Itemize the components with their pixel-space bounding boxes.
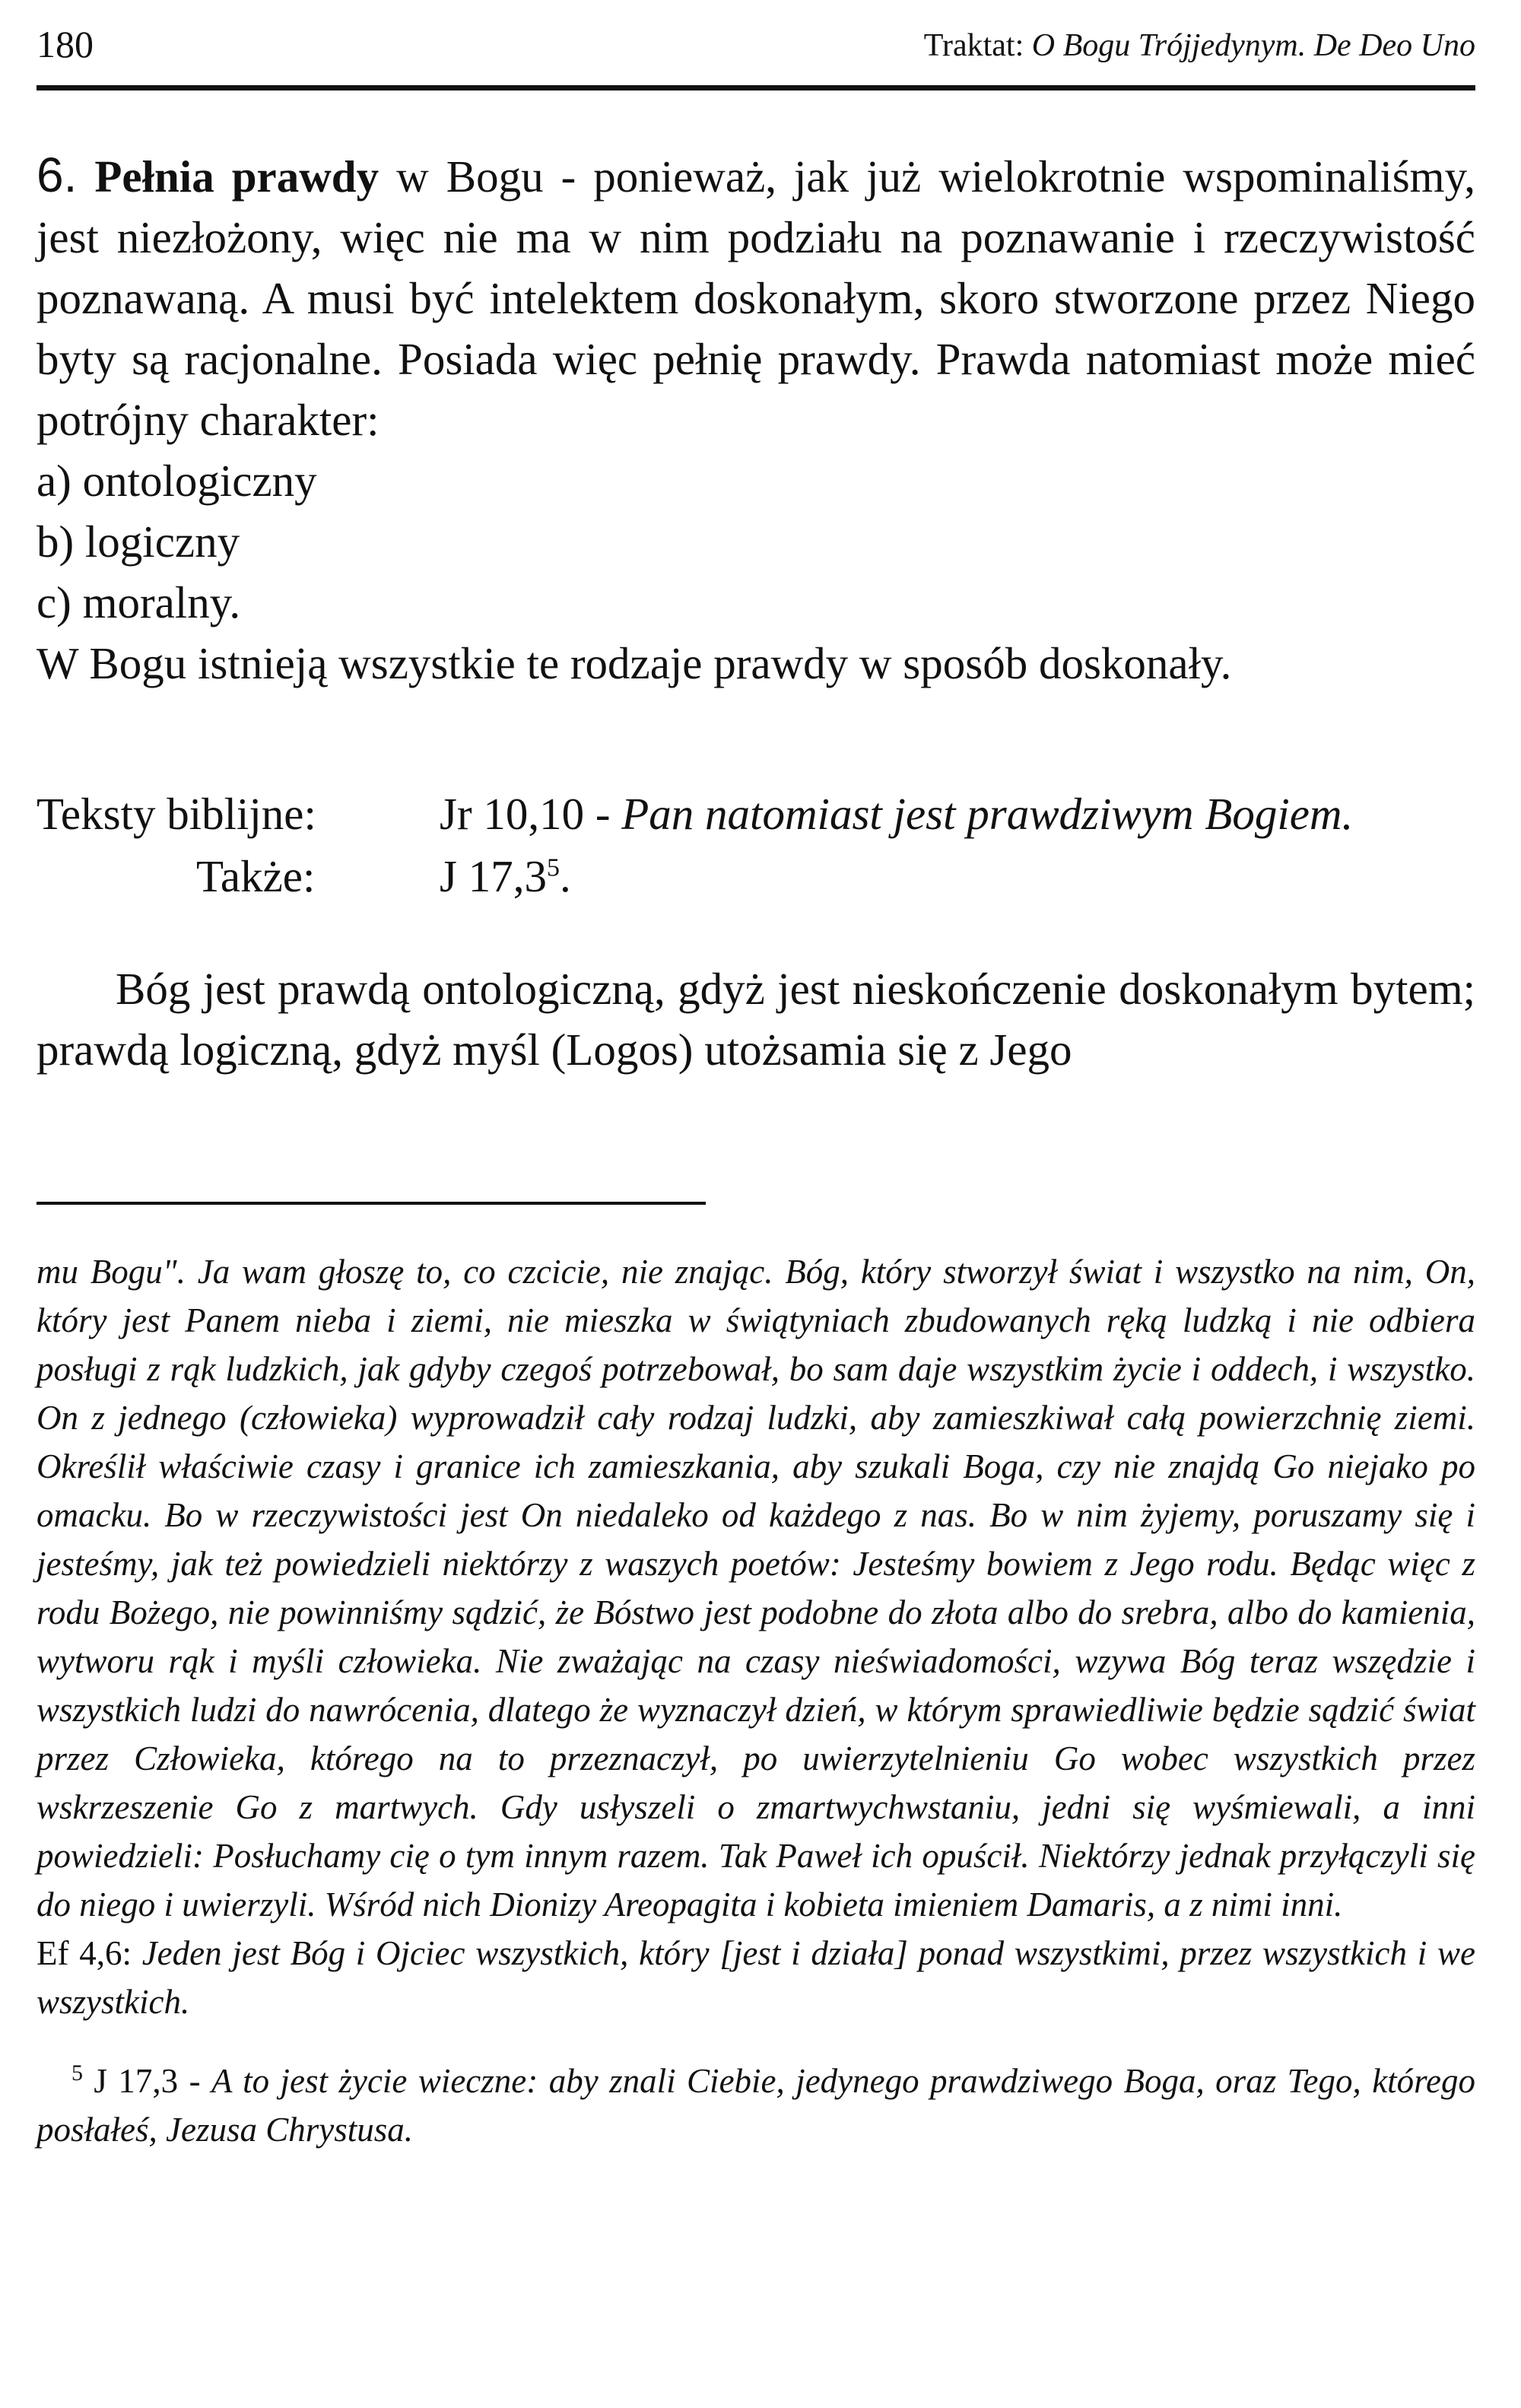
reference-citation: Jr 10,10 - [440, 789, 622, 839]
biblical-reference [440, 783, 1353, 844]
list-marker: c) [37, 577, 71, 627]
footnotes [37, 1247, 1475, 2154]
body-paragraph [37, 958, 1475, 1080]
running-title [924, 24, 1475, 67]
list-item [37, 450, 1475, 511]
header-rule [37, 85, 1475, 91]
biblical-texts-label: Teksty biblijne: [37, 789, 316, 839]
page-number: 180 [37, 23, 94, 65]
list-text: logiczny [74, 516, 240, 567]
footnote-marker: 5 [546, 853, 560, 882]
biblical-text-row [37, 783, 1475, 846]
footnote-separator [37, 1202, 706, 1205]
running-title-prefix: Traktat: [923, 28, 1032, 63]
list-item [37, 511, 1475, 572]
section-6-intro [37, 145, 1475, 450]
ef-reference: Ef 4,6: [37, 1934, 142, 1972]
biblical-texts [37, 783, 1475, 908]
biblical-reference [440, 846, 571, 907]
footnote-5-reference: J 17,3 - [83, 2062, 211, 2100]
list-text: ontologiczny [71, 456, 317, 506]
section-6 [37, 145, 1475, 694]
section-intro-text: w Bogu - ponieważ, jak już wielokrotnie wspominaliśmy, jest niezłożony, więc nie ma w nim podziału na poznawanie i rzeczywistość poznawaną. A musi być intelektem doskonałym, skoro stworzone przez Niego byty są racjonalne. Posiada więc pełnię prawdy. Prawda natomiast może mieć potrójny charakter: [37, 151, 1475, 445]
footnote-5 [37, 2057, 1475, 2154]
reference-quote: Pan natomiast jest prawdziwym Bogiem. [621, 789, 1354, 839]
footnote-5-quote: A to jest życie wieczne: aby znali Ciebie, jedynego prawdziwego Boga, oraz Tego, którego posłałeś, Jezusa Chrystusa. [37, 2062, 1475, 2149]
paragraph-text: Bóg jest prawdą ontologiczną, gdyż jest nieskończenie doskonałym bytem; prawdą logiczną, gdyż myśl (Logos) utożsamia się z Jego [37, 964, 1475, 1075]
truth-types-list [37, 450, 1475, 633]
footnote-continuation: mu Bogu". Ja wam głoszę to, co czcicie, nie znając. Bóg, który stworzył świat i wszystko na nim, On, który jest Panem nieba i ziemi, nie mieszka w świątyniach zbudowanych ręką ludzką i nie odbiera posługi z rąk ludzkich, jak gdyby czegoś potrzebował, bo sam daje wszystkim życie i oddech, i wszystko. On z jednego (człowieka) wyprowadził cały rodzaj ludzki, aby zamieszkiwał całą powierzchnię ziemi. Określił właściwie czasy i granice ich zamieszkania, aby szukali Boga, czy nie znajdą Go niejako po omacku. Bo w rzeczywistości jest On niedaleko od każdego z nas. Bo w nim żyjemy, poruszamy się i jesteśmy, jak też powiedzieli niektórzy z waszych poetów: Jesteśmy bowiem z Jego rodu. Będąc więc z rodu Bożego, nie powinniśmy sądzić, że Bóstwo jest podobne do złota albo do srebra, albo do kamienia, wytworu rąk i myśli człowieka. Nie zważając na czasy nieświadomości, wzywa Bóg teraz wszędzie i wszystkich ludzi do nawrócenia, dlatego że wyznaczył dzień, w którym sprawiedliwie będzie sądzić świat przez Człowieka, którego na to przeznaczył, po uwierzytelnieniu Go wobec wszystkich przez wskrzeszenie Go z martwych. Gdy usłyszeli o zmartwychwstaniu, jedni się wyśmiewali, a inni powiedzieli: Posłuchamy cię o tym innym razem. Tak Paweł ich opuścił. Niektórzy jednak przyłączyli się do niego i uwierzyli. Wśród nich Dionizy Areopagita i kobieta imieniem Damaris, a z nimi inni. [37, 1253, 1475, 1924]
list-text: moralny. [71, 577, 241, 627]
list-item [37, 572, 1475, 633]
reference-end: . [559, 851, 571, 901]
ef-quote: Jeden jest Bóg i Ojciec wszystkich, który [jest i działa] ponad wszystkimi, przez wszystkich i we wszystkich. [37, 1934, 1475, 2021]
section-heading: Pełnia prawdy [94, 151, 379, 202]
footnote-5-marker: 5 [71, 2060, 83, 2086]
biblical-text-row [37, 846, 1475, 908]
running-title-italic: O Bogu Trójjedynym. De Deo Uno [1031, 28, 1475, 63]
section-number: 6. [37, 148, 78, 202]
list-marker: b) [37, 516, 75, 567]
page-header [37, 21, 1475, 67]
list-marker: a) [37, 456, 71, 506]
reference-citation: J 17,3 [440, 851, 547, 901]
section-closing: W Bogu istnieją wszystkie te rodzaje prawdy w sposób doskonały. [37, 638, 1232, 688]
also-label: Także: [196, 851, 316, 901]
footnote-ef [37, 1929, 1475, 2026]
